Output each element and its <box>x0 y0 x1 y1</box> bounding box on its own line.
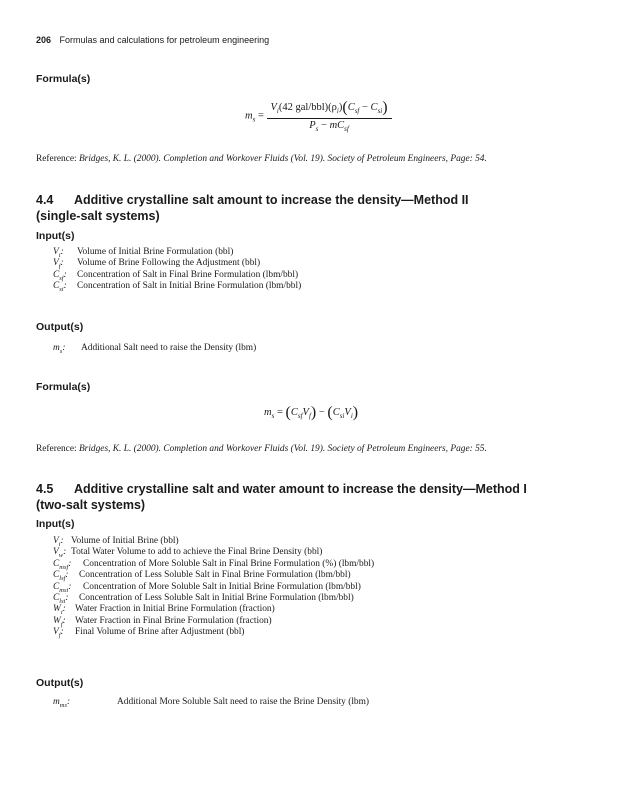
list-item: $V_i$: Volume of Initial Brine Formulation (bbl) <box>53 247 234 259</box>
running-title: Formulas and calculations for petroleum engineering <box>59 35 270 45</box>
list-item: $W_f$: Water Fraction in Final Brine Formulation (fraction) <box>53 615 272 628</box>
list-item: $V_i$: Volume of Initial Brine (bbl) <box>53 536 179 548</box>
inputs-heading: Input(s) <box>36 230 75 242</box>
formula-heading: Formula(s) <box>36 381 91 393</box>
inputs-list-4-5 <box>53 536 374 639</box>
fraction <box>267 99 392 133</box>
formula-equation: $m_s = (C_{sf}V_f) - (C_{si}V_i)$ <box>264 404 359 421</box>
list-item: $C_{lsf}$: Concentration of Less Soluble Salt in Final Brine Formulation (lbm/bbl) <box>53 570 351 583</box>
list-item: $W_i$: Water Fraction in Initial Brine Formulation (fraction) <box>53 604 275 617</box>
fraction-denominator: $P_s - mC_{sf}$ <box>309 120 349 134</box>
section-title-4-4: 4.4 Additive crystalline salt amount to increase the density—Method II (single-salt systems) <box>36 193 469 223</box>
formula-equation: $m_s$ = $\frac{V_i(42 gal/bbl)(\rho_i)(C_{sf} - C_{si})}{P_s - mC_{sf}}$ <box>245 99 392 133</box>
list-item: $C_{sf}$: Concentration of Salt in Final Brine Formulation (lbm/bbl) <box>53 269 299 282</box>
outputs-heading: Output(s) <box>36 677 84 689</box>
page-number: 206 <box>36 35 52 45</box>
inputs-heading: Input(s) <box>36 518 75 530</box>
list-item: $C_{msf}$: Concentration of More Soluble Salt in Final Brine Formulation (%) (lbm/bbl) <box>53 558 375 571</box>
list-item: $m_{ms}$: Additional More Soluble Salt need to raise the Brine Density (lbm) <box>53 697 370 709</box>
list-item: $m_s$: Additional Salt need to raise the Density (lbm) <box>53 343 257 355</box>
reference: Reference: Bridges, K. L. (2000). Completion and Workover Fluids (Vol. 19). Society of Petroleum Engineers, Page: 54. <box>36 154 487 164</box>
reference: Reference: Bridges, K. L. (2000). Completion and Workover Fluids (Vol. 19). Society of Petroleum Engineers, Page: 55. <box>36 444 487 454</box>
list-item: $V_f$: Volume of Brine Following the Adjustment (bbl) <box>53 258 261 271</box>
list-item: $V_f$: Final Volume of Brine after Adjustment (bbl) <box>53 627 245 639</box>
inputs-list-4-4 <box>53 247 301 292</box>
list-item: $C_{msi}$: Concentration of More Soluble Salt in Initial Brine Formulation (lbm/bbl) <box>53 581 361 594</box>
list-item: $C_{si}$: Concentration of Salt in Initial Brine Formulation (lbm/bbl) <box>53 280 302 293</box>
list-item: $C_{lsi}$: Concentration of Less Soluble Salt in Initial Brine Formulation (lbm/bbl) <box>53 592 354 605</box>
outputs-heading: Output(s) <box>36 321 84 333</box>
fraction-numerator: $V_i(42$ gal/$bbl)(\rho_i)(C_{sf} - C_{si})$ <box>267 99 392 119</box>
section-title-4-5: 4.5 Additive crystalline salt and water amount to increase the density—Method I (two-salt systems) <box>36 482 527 512</box>
list-item: $V_w$: Total Water Volume to add to achieve the Final Brine Density (bbl) <box>53 547 323 560</box>
running-header <box>36 35 269 45</box>
formula-heading: Formula(s) <box>36 73 91 85</box>
